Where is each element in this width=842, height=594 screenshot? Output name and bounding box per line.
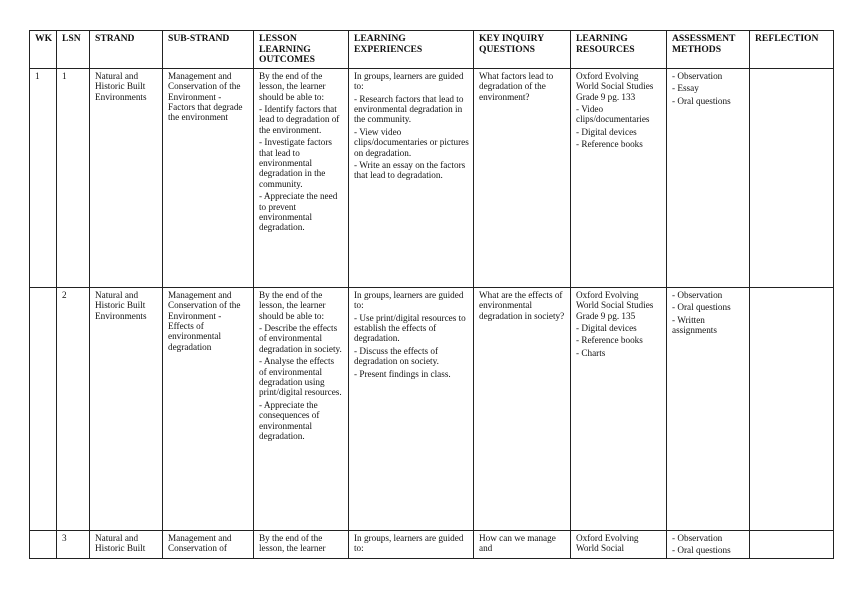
cell-learning-resources	[571, 530, 667, 558]
cell-strand: Natural and Historic Built Environments	[90, 287, 163, 530]
cell-learning-resources	[571, 68, 667, 287]
cell-wk	[30, 530, 57, 558]
resource-item: - Digital devices	[576, 323, 637, 333]
cell-wk	[30, 287, 57, 530]
cell-key-inquiry-question: What are the effects of environmental degradation in society?	[474, 287, 571, 530]
header-lesson-outcomes: LESSON LEARNING OUTCOMES	[254, 31, 349, 69]
cell-reflection[interactable]	[750, 530, 834, 558]
cell-lesson-outcomes	[254, 530, 349, 558]
resource-item: Oxford Evolving World Social	[576, 532, 639, 554]
experience-item: - View video clips/documentaries or pictures on degradation.	[354, 126, 469, 158]
cell-learning-experiences	[349, 68, 474, 287]
cell-lesson-outcomes	[254, 68, 349, 287]
assessment-item: - Oral questions	[672, 95, 731, 106]
header-learning-resources: LEARNING RESOURCES	[571, 31, 667, 69]
table-row	[30, 68, 834, 287]
cell-sub-strand: Management and Conservation of the Environment - Effects of environmental degradation	[163, 287, 254, 530]
cell-sub-strand: Management and Conservation of the Environment - Factors that degrade the environment	[163, 68, 254, 287]
resource-item: - Charts	[576, 347, 606, 358]
cell-key-inquiry-question: What factors lead to degradation of the environment?	[474, 68, 571, 287]
resource-item: - Reference books	[576, 335, 643, 346]
outcome-item: - Analyse the effects of environmental degradation using print/digital resources.	[259, 356, 342, 398]
cell-lsn: 2	[57, 287, 90, 530]
cell-learning-experiences	[349, 287, 474, 530]
cell-lesson-outcomes	[254, 287, 349, 530]
cell-wk: 1	[30, 68, 57, 287]
header-lsn: LSN	[57, 31, 90, 69]
cell-learning-resources	[571, 287, 667, 530]
assessment-item: - Oral questions	[672, 302, 731, 313]
assessment-item: - Observation	[672, 289, 723, 300]
outcomes-intro: By the end of the lesson, the learner	[259, 532, 326, 554]
experience-item: - Use print/digital resources to establish the effects of degradation.	[354, 312, 466, 344]
cell-key-inquiry-question: How can we manage and	[474, 530, 571, 558]
cell-sub-strand: Management and Conservation of	[163, 530, 254, 558]
header-learning-experiences: LEARNING EXPERIENCES	[349, 31, 474, 69]
header-strand: STRAND	[90, 31, 163, 69]
table-row	[30, 287, 834, 530]
cell-reflection[interactable]	[750, 68, 834, 287]
header-assessment-methods: ASSESSMENT METHODS	[667, 31, 750, 69]
outcome-item: - Appreciate the consequences of environmental degradation.	[259, 399, 320, 442]
experiences-intro: In groups, learners are guided to:	[354, 532, 464, 554]
cell-lsn: 3	[57, 530, 90, 558]
resource-item: - Reference books	[576, 139, 643, 150]
cell-assessment-methods	[667, 287, 750, 530]
assessment-item: - Observation	[672, 532, 723, 543]
outcome-item: - Investigate factors that lead to environmental degradation in the community.	[259, 137, 332, 189]
assessment-item: - Observation	[672, 70, 723, 81]
assessment-item: - Oral questions	[672, 545, 731, 556]
cell-strand: Natural and Historic Built	[90, 530, 163, 558]
resource-item: Oxford Evolving World Social Studies Grade 9 pg. 135	[576, 289, 654, 321]
header-sub-strand: SUB-STRAND	[163, 31, 254, 69]
scheme-of-work-table	[29, 30, 834, 559]
experience-item: - Write an essay on the factors that lead to degradation.	[354, 160, 466, 181]
header-row	[30, 31, 834, 69]
assessment-item: - Essay	[672, 83, 699, 94]
outcome-item: - Identify factors that lead to degradation of the environment.	[259, 104, 340, 135]
experiences-intro: In groups, learners are guided to:	[354, 289, 464, 311]
outcomes-intro: By the end of the lesson, the learner should be able to:	[259, 70, 326, 102]
header-key-inquiry-questions: KEY INQUIRY QUESTIONS	[474, 31, 571, 69]
header-reflection: REFLECTION	[750, 31, 834, 69]
resource-item: - Video clips/documentaries	[576, 104, 650, 125]
assessment-item: - Written assignments	[672, 314, 717, 335]
resource-item: - Digital devices	[576, 126, 637, 137]
table-row	[30, 530, 834, 558]
cell-strand: Natural and Historic Built Environments	[90, 68, 163, 287]
experiences-intro: In groups, learners are guided to:	[354, 70, 464, 92]
outcomes-intro: By the end of the lesson, the learner should be able to:	[259, 289, 326, 321]
experience-item: - Research factors that lead to environmental degradation in the community.	[354, 93, 464, 125]
experience-item: - Present findings in class.	[354, 368, 451, 379]
experience-item: - Discuss the effects of degradation on society.	[354, 345, 439, 367]
cell-learning-experiences	[349, 530, 474, 558]
resource-item: Oxford Evolving World Social Studies Grade 9 pg. 133	[576, 70, 654, 102]
header-wk: WK	[30, 31, 57, 69]
cell-assessment-methods	[667, 530, 750, 558]
cell-assessment-methods	[667, 68, 750, 287]
cell-reflection[interactable]	[750, 287, 834, 530]
outcome-item: - Describe the effects of environmental degradation in society.	[259, 323, 342, 354]
cell-lsn: 1	[57, 68, 90, 287]
outcome-item: - Appreciate the need to prevent environmental degradation.	[259, 191, 338, 233]
